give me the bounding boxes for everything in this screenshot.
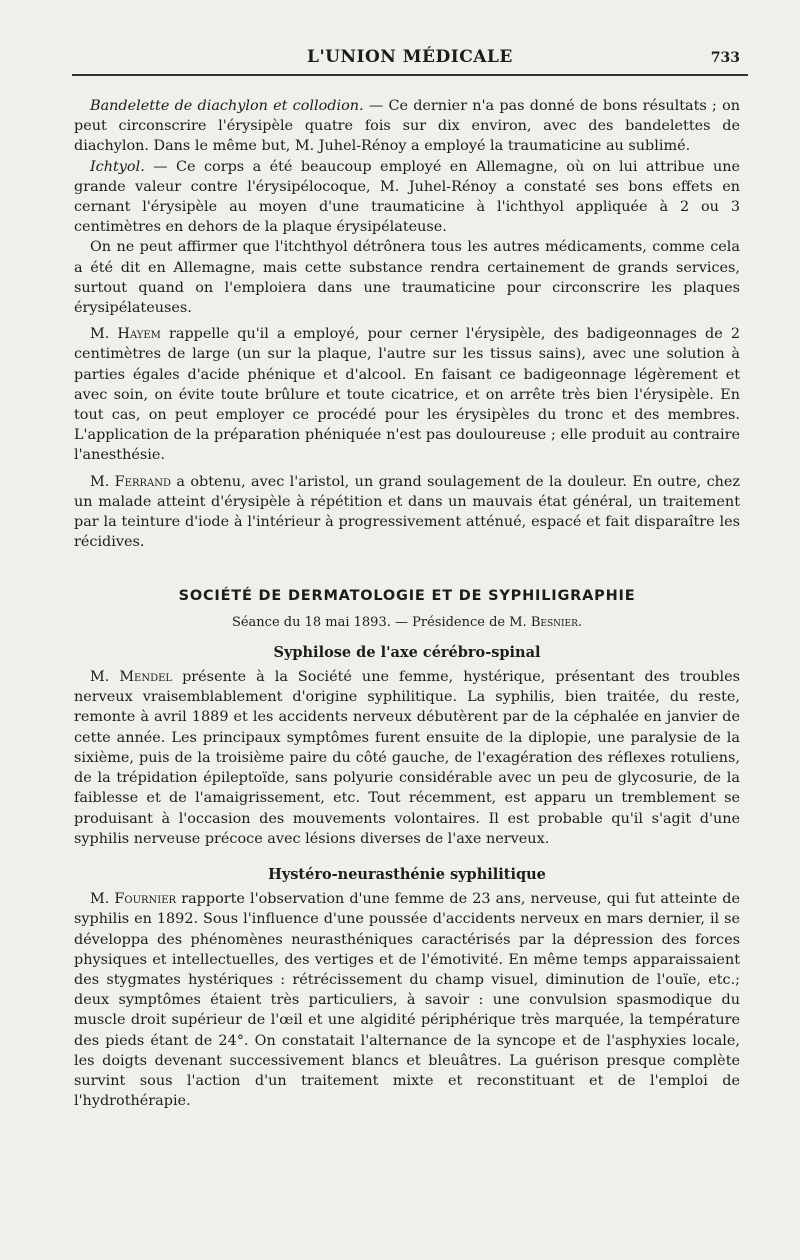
paragraph-text: — Ce corps a été beaucoup employé en Allemagne, où on lui attribue une grande valeur contre l'érysipélocoque, M. Juhel-Rénoy a constaté ses bons effets en cernant l'érysipèle au moyen d'une traumaticine à l'ichthyol appliquée à 2 ou 3 centimètres en dehors de la plaque érysipélateuse. xyxy=(74,158,740,236)
paragraph-fournier xyxy=(74,889,740,1111)
paragraph-lead: Ichtyol. xyxy=(90,158,145,175)
session-suffix: . xyxy=(577,614,583,630)
article-body xyxy=(74,96,740,1111)
paragraph-lead: M. Ferrand xyxy=(90,473,172,490)
paragraph-lead: M. Mendel xyxy=(90,669,173,686)
paragraph-lead: M. Hayem xyxy=(90,326,161,343)
paragraph-ichtyol xyxy=(74,157,740,238)
paragraph-text: rappelle qu'il a employé, pour cerner l'érysipèle, des badigeonnages de 2 centimètres de large (un sur la plaque, l'autre sur les tissus sains), avec une solution à parties égales d'acide phénique et d'alcool. En faisant ce badigeonnage légèrement et avec soin, on évite toute brûlure et toute cicatrice, et on arrête très bien l'érysipèle. En tout cas, on peut employer ce procédé pour les érysipèles du tronc et des membres. L'application de la préparation phéniquée n'est pas douloureuse ; elle produit au contraire l'anesthésie. xyxy=(74,326,741,464)
paragraph-mendel xyxy=(74,667,740,849)
running-title: L'UNION MÉDICALE xyxy=(307,47,513,67)
session-prefix: Séance du 18 mai 1893. — Présidence de M. xyxy=(231,614,527,630)
paragraph-itchthyol xyxy=(74,237,740,318)
paragraph-lead: M. Fournier xyxy=(90,891,177,908)
paragraph-ferrand xyxy=(74,472,740,553)
page-number: 733 xyxy=(710,50,740,66)
society-title: SOCIÉTÉ DE DERMATOLOGIE ET DE SYPHILIGRAPHIE xyxy=(178,588,636,605)
paragraph-diachylon xyxy=(74,96,740,157)
paragraph-text: présente à la Société une femme, hystérique, présentant des troubles nerveux vraisemblablement d'origine syphilitique. La syphilis, bien traitée, du reste, remonte à avril 1889 et les accidents nerveux débutèrent par de la céphalée en janvier de cette année. Les principaux symptômes furent ensuite de la diplopie, une paralysie de la sixième, puis de la troisième paire du côté gauche, de l'exagération des réflexes rotuliens, de la trépidation épileptoïde, sans polyurie considérable avec un peu de glycosurie, de la faiblesse et de l'amaigrissement, etc. Tout récemment, est apparu un tremblement se produisant à l'occasion des mouvements volontaires. Il est probable qu'il s'agit d'une syphilis nerveuse précoce avec lésions diverses de l'axe nerveux. xyxy=(74,669,740,847)
session-line xyxy=(74,613,740,633)
paragraph-text: rapporte l'observation d'une femme de 23 ans, nerveuse, qui fut atteinte de syphilis en 1892. Sous l'influence d'une poussée d'accidents nerveux en mars dernier, il se développa des phénomènes neurasthéniques caractérisés par la dépression des forces physiques et intellectuelles, des vertiges et de l'émotivité. En même temps apparaissaient des stygmates hystériques : rétrécissement du champ visuel, diminution de l'ouïe, etc.; deux symptômes étaient très particuliers, à savoir : une convulsion spasmodique du muscle droit supérieur de l'œil et une algidité périphérique très marquée, la température des pieds étant de 24°. On constatait l'alternance de la syncope et de l'asphyxies locale, les doigts devenant successivement blancs et bleuâtres. La guérison presque complète survint sous l'action d'un traitement mixte et reconstituant et de l'emploi de l'hydrothérapie. xyxy=(74,891,741,1110)
paragraph-text: a obtenu, avec l'aristol, un grand soulagement de la douleur. En outre, chez un malade atteint d'érysipèle à répétition et dans un mauvais état général, un traitement par la teinture d'iode à l'intérieur à progressivement atténué, espacé et fait disparaître les récidives. xyxy=(74,473,741,551)
page-header xyxy=(72,44,748,74)
paragraph-text: — Ce dernier n'a pas donné de bons résultats ; on peut circonscrire l'érysipèle quatre fois sur dix environ, avec des bandelettes de diachylon. Dans le même but, M. Juhel-Rénoy a employé la traumaticine au sublimé. xyxy=(74,98,741,155)
paragraph-lead: Bandelette de diachylon et collodion. xyxy=(90,98,364,114)
section-title-hystero: Hystéro-neurasthénie syphilitique xyxy=(268,865,546,883)
paragraph-text: On ne peut affirmer que l'itchthyol détrônera tous les autres médicaments, comme cela a été dit en Allemagne, mais cette substance rendra certainement de grands services, surtout quand on l'emploiera dans une traumaticine pour circonscrire les plaques érysipélateuses. xyxy=(74,239,740,317)
section-title-syphilose: Syphilose de l'axe cérébro-spinal xyxy=(273,643,541,661)
president-name: Besnier xyxy=(530,614,578,630)
header-rule xyxy=(72,74,748,76)
paragraph-hayem xyxy=(74,324,740,465)
